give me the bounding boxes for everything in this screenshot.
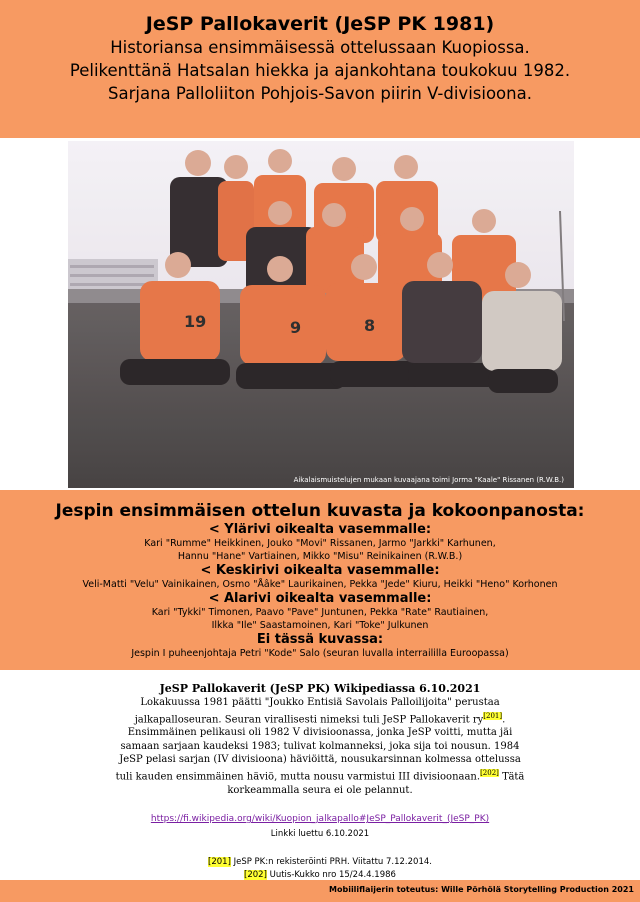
photo-band bbox=[0, 138, 640, 490]
reference-text: JeSP PK:n rekisteröinti PRH. Viitattu 7.12.2014. bbox=[230, 857, 432, 868]
roster-heading-bottom-row: < Alarivi oikealta vasemmalle: bbox=[208, 591, 432, 606]
roster-line: Ilkka "Ile" Saastamoinen, Kari "Toke" Julkunen bbox=[211, 620, 429, 631]
header-line-2: Pelikenttänä Hatsalan hiekka ja ajankohtana toukokuu 1982. bbox=[69, 61, 571, 80]
team-photo-illustration bbox=[68, 141, 574, 488]
roster-line: Kari "Rumme" Heikkinen, Jouko "Movi" Rissanen, Jarmo "Jarkki" Karhunen, bbox=[144, 538, 496, 549]
roster-heading-top-row: < Ylärivi oikealta vasemmalle: bbox=[208, 522, 432, 537]
jersey-number: 19 bbox=[184, 312, 207, 331]
reference-number: [201] bbox=[208, 857, 231, 868]
header-line-1: Historiansa ensimmäisessä ottelussaan Kuopiossa. bbox=[110, 38, 530, 57]
roster-line: Veli-Matti "Velu" Vainikainen, Osmo "Åâke" Laurikainen, Pekka "Jede" Kiuru, Heikki "Heno" Korhonen bbox=[82, 579, 558, 590]
wiki-text: Tätä korkeammalla seura ei ole pelannut. bbox=[227, 771, 525, 796]
header-line-3: Sarjana Palloliiton Pohjois-Savon piirin V-divisioona. bbox=[108, 84, 532, 103]
link-read-date: Linkki luettu 6.10.2021 bbox=[270, 829, 370, 840]
photo-caption: Aikalaismuistelujen mukaan kuvaajana toimi Jorma "Kaale" Rissanen (R.W.B.) bbox=[293, 476, 564, 484]
roster-line: Hannu "Hane" Vartiainen, Mikko "Misu" Reinikainen (R.W.B.) bbox=[177, 551, 463, 562]
wiki-text: . Ensimmäinen pelikausi oli 1982 V divisioonassa, jonka JeSP voitti, mutta jäi samaan sarjaan kaudeksi 1983; tulivat kolmanneksi, joka sija toi nousun. 1984 JeSP pelasi sarjan (IV divisioona) häviöittä, nousukarsinnan kolmessa ottelussa tuli kauden ensimmäinen häviö, mutta nousu varmistui III divisioonaan. bbox=[115, 713, 521, 783]
page-title: JeSP Pallokaverit (JeSP PK 1981) bbox=[145, 13, 495, 35]
wiki-text: Lokakuussa 1981 päätti "Joukko Entisiä Savolais Palloilijoita" perustaa jalkapalloseuran. Seuran virallisesti nimeksi tuli JeSP Pallokaverit ry bbox=[134, 697, 500, 725]
jersey-number: 8 bbox=[364, 316, 376, 335]
citation-201[interactable]: [201] bbox=[483, 711, 503, 720]
roster-band bbox=[0, 490, 640, 670]
header-band bbox=[0, 0, 640, 138]
reference-number: [202] bbox=[244, 870, 267, 881]
roster-title: Jespin ensimmäisen ottelun kuvasta ja kokoonpanosta: bbox=[55, 501, 585, 521]
roster-heading-not-pictured: Ei tässä kuvassa: bbox=[256, 632, 384, 647]
footer-band bbox=[0, 880, 640, 902]
roster-heading-middle-row: < Keskirivi oikealta vasemmalle: bbox=[200, 563, 440, 578]
wiki-paragraph bbox=[115, 696, 525, 797]
wikipedia-link[interactable]: https://fi.wikipedia.org/wiki/Kuopion_jalkapallo#JeSP_Pallokaverit_(JeSP_PK) bbox=[150, 814, 490, 825]
citation-202[interactable]: [202] bbox=[480, 768, 499, 777]
roster-line: Kari "Tykki" Timonen, Paavo "Pave" Juntunen, Pekka "Rate" Rautiainen, bbox=[151, 607, 489, 618]
wikipedia-section bbox=[0, 670, 640, 880]
reference-text: Uutis-Kukko nro 15/24.4.1986 bbox=[266, 870, 396, 881]
reference-201 bbox=[0, 856, 640, 869]
jersey-number: 9 bbox=[290, 318, 302, 337]
roster-line: Jespin I puheenjohtaja Petri "Kode" Salo (seuran luvalla interraililla Euroopassa) bbox=[131, 648, 509, 659]
footer-credit: Mobiiliflaijerin toteutus: Wille Pörhölä Storytelling Production 2021 bbox=[329, 885, 634, 894]
wiki-title: JeSP Pallokaverit (JeSP PK) Wikipediassa 6.10.2021 bbox=[159, 682, 481, 695]
team-photo bbox=[68, 141, 574, 488]
